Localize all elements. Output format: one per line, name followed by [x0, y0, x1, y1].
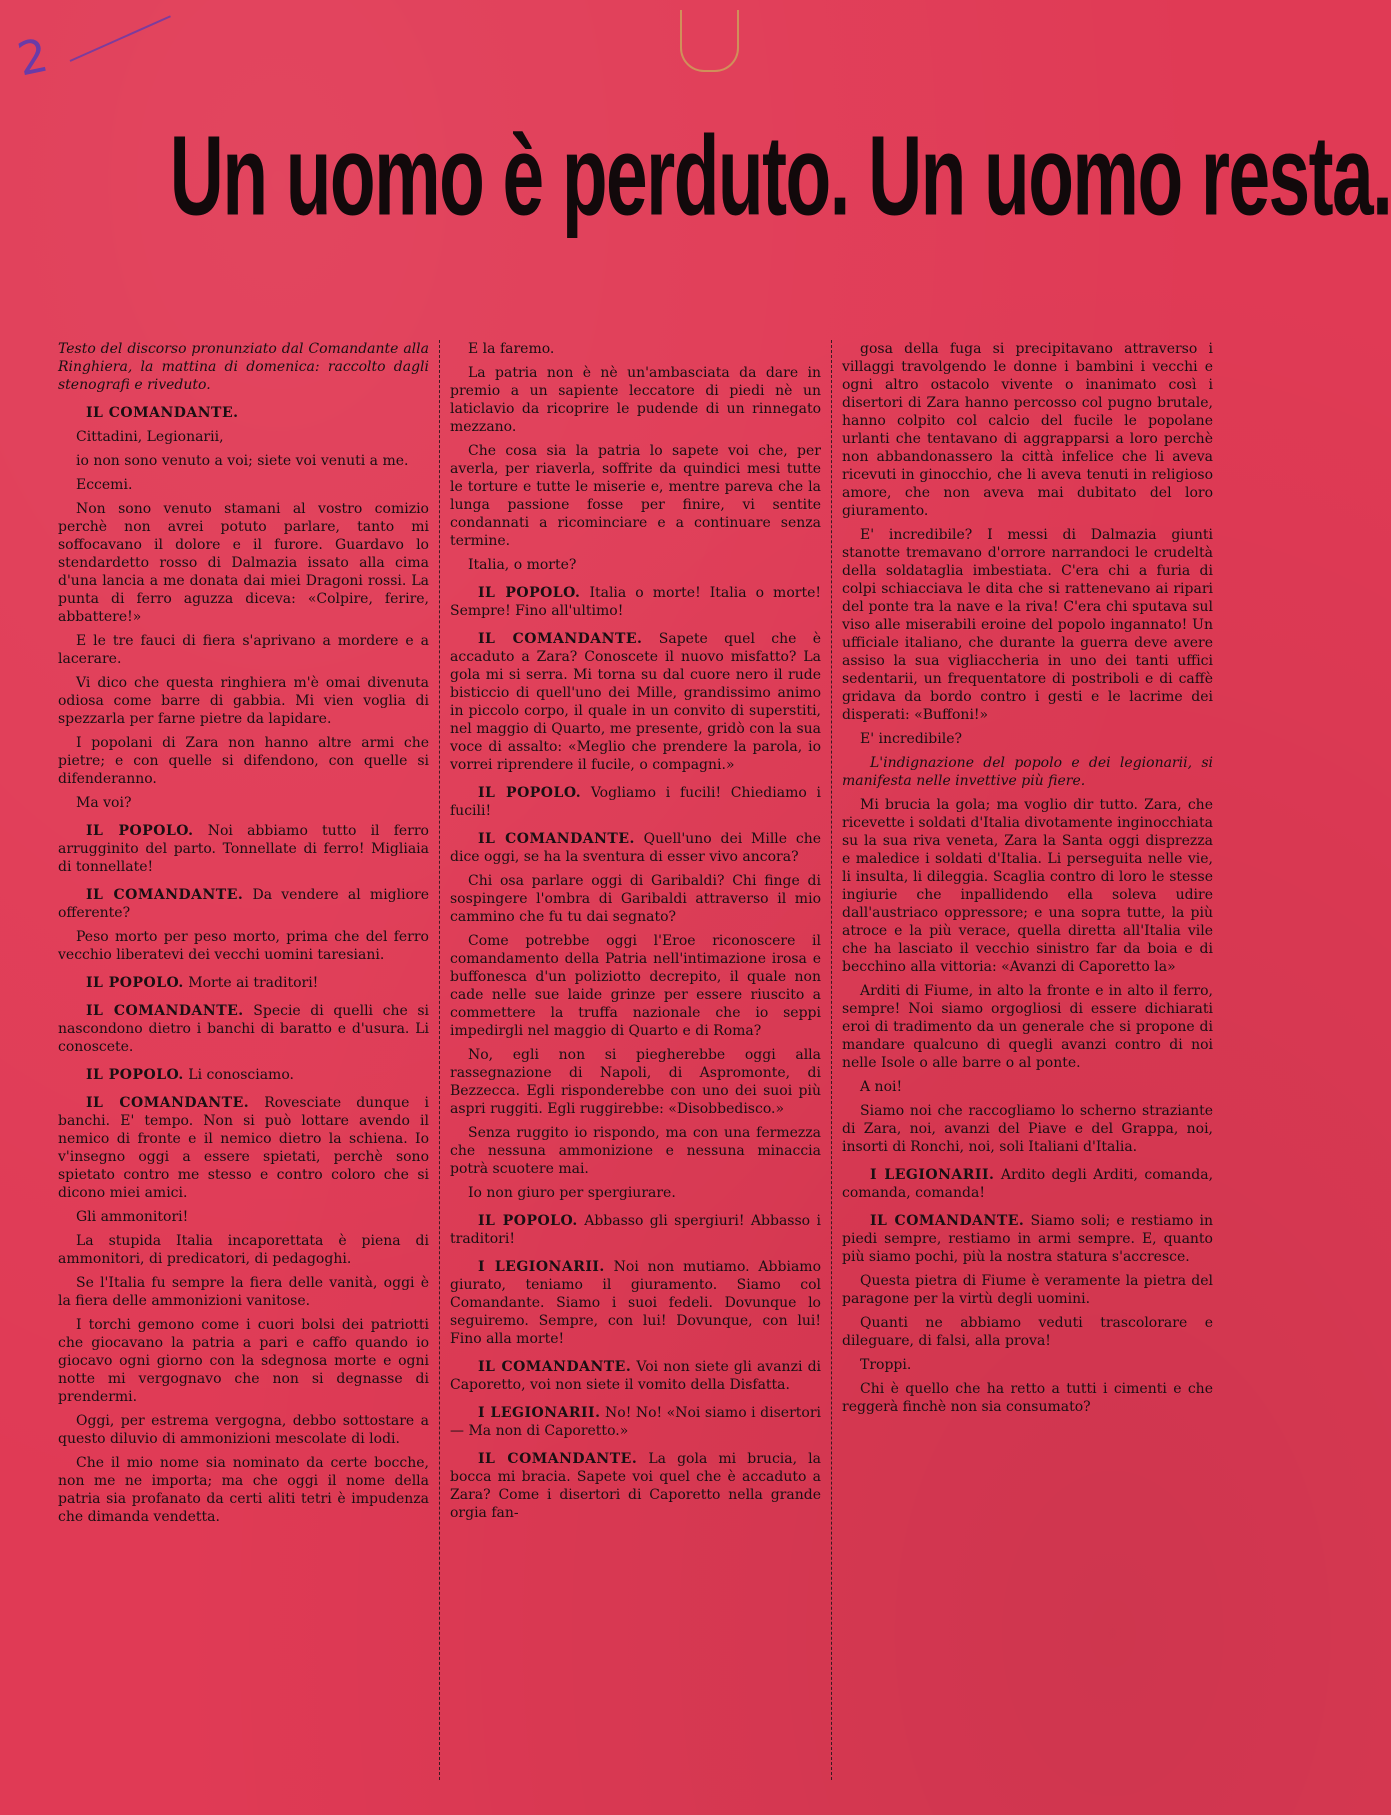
- body-paragraph: [842, 1078, 1213, 1096]
- paragraph-text: Eccemi.: [76, 477, 133, 493]
- speaker-label: IL POPOLO.: [478, 1213, 578, 1229]
- column-1: [48, 340, 439, 1780]
- body-paragraph: [58, 674, 429, 728]
- speaker-label: IL COMANDANTE.: [478, 1451, 638, 1467]
- handwritten-page-number: 2: [12, 27, 53, 87]
- body-paragraph: [58, 500, 429, 626]
- speaker-label: IL COMANDANTE.: [86, 887, 244, 903]
- body-paragraph: [450, 340, 821, 358]
- paragraph-text: Italia, o morte?: [468, 557, 577, 573]
- paragraph-text: Specie di quelli che si nascondono dietro i banchi di baratto e d'usura. Li conoscete.: [58, 1003, 430, 1055]
- speaker-paragraph: [842, 1212, 1213, 1266]
- speaker-label: IL COMANDANTE.: [86, 1003, 244, 1019]
- pen-stroke: [70, 15, 171, 62]
- speaker-paragraph: [450, 630, 821, 774]
- body-paragraph: [450, 556, 821, 574]
- paragraph-text: Che il mio nome sia nominato da certe bocche, non me ne importa; ma che oggi il nome della patria sia profanato da certi aliti tetri è impudenza che dimanda vendetta.: [58, 1455, 429, 1525]
- body-paragraph: [58, 1316, 429, 1406]
- paragraph-text: Senza ruggito io rispondo, ma con una fermezza che nessuna ammonizione e nessuna minaccia potrà scuotere mai.: [450, 1125, 821, 1177]
- speaker-paragraph: [58, 1002, 429, 1056]
- body-paragraph: [450, 1124, 821, 1178]
- speaker-label: I LEGIONARII.: [478, 1259, 605, 1275]
- paragraph-text: Ardito degli Arditi, comanda, comanda, comanda!: [842, 1167, 1214, 1201]
- body-paragraph: [450, 364, 821, 436]
- paragraph-text: I torchi gemono come i cuori bolsi dei patriotti che giocavano la patria a pari e caffo quando io giocavo ogni giorno con la sdegnosa morte e ogni notte mi vergognavo che non si degnasse di prendermi.: [58, 1317, 429, 1405]
- body-paragraph: [58, 1454, 429, 1526]
- paragraph-text: Ma voi?: [76, 795, 132, 811]
- paragraph-text: Come potrebbe oggi l'Eroe riconoscere il comandamento della Patria nell'intimazione irosa e buffonesca d'un poliziotto decrepito, il quale non cade nelle sue laide grinze per essere riuscito a commettere la truffa nazionale che io seppi impedirgli nel maggio di Quarto e di Roma?: [450, 933, 821, 1039]
- paragraph-text: Abbasso gli spergiuri! Abbasso i traditori!: [450, 1213, 821, 1247]
- paragraph-text: La gola mi brucia, la bocca mi bracia. Sapete voi quel che è accaduto a Zara? Come i disertori di Caporetto nella grande orgia fan-: [450, 1451, 821, 1521]
- body-paragraph: [450, 1046, 821, 1118]
- paragraph-text: Morte ai traditori!: [188, 975, 319, 991]
- body-paragraph: [58, 1208, 429, 1226]
- speaker-paragraph: [58, 1066, 429, 1084]
- speaker-label: IL POPOLO.: [478, 785, 582, 801]
- paragraph-text: Siamo soli; e restiamo in piedi sempre, restiamo in armi sempre. E, quanto più siamo pochi, più la nostra statura s'accresce.: [842, 1213, 1213, 1265]
- paragraph-text: Che cosa sia la patria lo sapete voi che, per averla, per riaverla, soffrite da quindici mesi tutte le torture e tutte le miserie e, mentre pareva che la lunga passione fosse per finire, vi sentite condannati a ricominciare e a continuare senza termine.: [450, 443, 821, 549]
- speaker-label: IL COMANDANTE.: [870, 1213, 1025, 1229]
- speaker-paragraph: [58, 404, 429, 422]
- paragraph-text: E le tre fauci di fiera s'aprivano a mordere e a lacerare.: [58, 633, 429, 667]
- intro-paragraph: [58, 340, 429, 394]
- body-paragraph: [58, 476, 429, 494]
- body-paragraph: [842, 1272, 1213, 1308]
- body-paragraph: [842, 340, 1213, 520]
- body-paragraph: [842, 982, 1213, 1072]
- paragraph-text: Italia o morte! Italia o morte! Sempre! Fino all'ultimo!: [450, 585, 821, 619]
- paragraph-text: gosa della fuga si precipitavano attraverso i villaggi travolgendo le donne i bambini i vecchi e ogni altro ostacolo vivente o inanimato così i disertori di Zara hanno percosso col pugno brutale, hanno colpito col calcio del fucile le popolane urlanti che tentavano di aggrapparsi a loro perchè non abbandonassero la città infelice che li aveva ricevuti in ginocchio, che li aveva tenuti in religioso amore, che non aveva mai dubitato del loro giuramento.: [842, 341, 1213, 519]
- paragraph-text: L'indignazione del popolo e dei legionarii, si manifesta nelle invettive più fiere.: [842, 755, 1213, 789]
- body-paragraph: [58, 428, 429, 446]
- headline: Un uomo è perduto. Un uomo resta.: [169, 112, 1391, 240]
- article-columns: [48, 340, 1223, 1780]
- paragraph-text: Sapete quel che è accaduto a Zara? Conoscete il nuovo misfatto? La gola mi si serra. Mi torna su dal cuore nero il rude bisticcio di quell'uno dei Mille, grandissimo animo in piccolo corpo, il quale in un convito di superstiti, nel maggio di Quarto, me presente, gridò con la sua voce di assalto: «Meglio che prendere la parola, io vorrei riprendere il fucile, o compagni.»: [450, 631, 821, 773]
- speaker-paragraph: [450, 830, 821, 866]
- speaker-paragraph: [450, 1404, 821, 1440]
- paragraph-text: Quell'uno dei Mille che dice oggi, se ha la sventura di esser vivo ancora?: [450, 831, 821, 865]
- paragraph-text: Li conosciamo.: [188, 1067, 294, 1083]
- body-paragraph: [450, 1184, 821, 1202]
- paragraph-text: No! No! «Noi siamo i disertori — Ma non di Caporetto.»: [450, 1405, 821, 1439]
- speaker-label: I LEGIONARII.: [870, 1167, 995, 1183]
- pencil-mark: [680, 10, 739, 72]
- body-paragraph: [58, 734, 429, 788]
- paragraph-text: Siamo noi che raccogliamo lo scherno straziante di Zara, noi, avanzi del Piave e del Grappa, noi, insorti di Ronchi, noi, soli Italiani d'Italia.: [842, 1103, 1213, 1155]
- paragraph-text: La patria non è nè un'ambasciata da dare in premio a un sapiente leccatore di piedi nè un laticlavio da ricoprire le pudende di un rinnegato mezzano.: [450, 365, 821, 435]
- paragraph-text: Arditi di Fiume, in alto la fronte e in alto il ferro, sempre! Noi siamo orgogliosi di essere dichiarati eroi di tradimento da un generale che si propone di mandare qualcuno di quegli avanzi contro di noi nelle Isole o alle barre o al ponte.: [842, 983, 1213, 1071]
- body-paragraph: [842, 730, 1213, 748]
- body-paragraph: [58, 452, 429, 470]
- paragraph-text: Noi non mutiamo. Abbiamo giurato, teniamo il giuramento. Siamo col Comandante. Siamo i suoi fedeli. Dovunque lo seguiremo. Sempre, con lui! Dovunque, con lui! Fino alla morte!: [450, 1259, 821, 1347]
- speaker-paragraph: [58, 1094, 429, 1202]
- paragraph-text: Cittadini, Legionarii,: [76, 429, 224, 445]
- speaker-label: IL POPOLO.: [86, 975, 184, 991]
- body-paragraph: [842, 1314, 1213, 1350]
- paragraph-text: A noi!: [860, 1079, 903, 1095]
- paragraph-text: Peso morto per peso morto, prima che del ferro vecchio liberatevi dei vecchi uomini taresiani.: [58, 929, 429, 963]
- paragraph-text: Chi osa parlare oggi di Garibaldi? Chi finge di sospingere l'ombra di Garibaldi attraverso il mio cammino che fu tu dai segnato?: [450, 873, 821, 925]
- body-paragraph: [58, 1274, 429, 1310]
- body-paragraph: [58, 794, 429, 812]
- body-paragraph: [842, 796, 1213, 976]
- paragraph-text: Gli ammonitori!: [76, 1209, 189, 1225]
- column-3: [831, 340, 1223, 1780]
- paragraph-text: Questa pietra di Fiume è veramente la pietra del paragone per la virtù degli uomini.: [842, 1273, 1213, 1307]
- paragraph-text: E' incredibile? I messi di Dalmazia giunti stanotte tremavano d'orrore narrandoci le crudeltà della soldataglia imbestiata. C'era chi a furia di colpi schiacciava le dita che si rattenevano ai ripari del ponte tra la nave e la riva! C'era chi sputava sul viso alle miserabili eroine del popolo ingannato! Un ufficiale italiano, che durante la guerra deve avere assiso la sua vigliaccheria in uno dei tanti uffici sedentarii, un frequentatore di postriboli e di caffè gridava da bordo contro i gesti e le lacrime dei disperati: «Buffoni!»: [842, 527, 1213, 723]
- paragraph-text: Vi dico che questa ringhiera m'è omai divenuta odiosa come barre di gabbia. Mi vien voglia di spezzarla per farne pietre da lapidare.: [58, 675, 429, 727]
- paragraph-text: E la faremo.: [468, 341, 555, 357]
- speaker-paragraph: [450, 1358, 821, 1394]
- column-2: [439, 340, 831, 1780]
- paragraph-text: Da vendere al migliore offerente?: [58, 887, 429, 921]
- body-paragraph: [58, 928, 429, 964]
- speaker-label: IL POPOLO.: [478, 585, 581, 601]
- speaker-label: IL POPOLO.: [86, 823, 194, 839]
- speaker-paragraph: [842, 1166, 1213, 1202]
- paragraph-text: Mi brucia la gola; ma voglio dir tutto. Zara, che ricevette i soldati d'Italia divotamente inginocchiata su la sua riva veneta, Zara la Santa oggi disprezza e maledice i soldati d'Italia. Li perseguita nelle vie, li insulta, li dileggia. Scaglia contro di loro le stesse ingiurie che inpallidendo ella soleva udire dall'austriaco oppressore; e una sopra tutte, la più atroce e la più verace, quella diretta all'Italia vile che ha lasciato il vecchio sinistro far da boia e di becchino alla vittoria: «Avanzi di Caporetto la»: [842, 797, 1213, 975]
- speaker-label: IL POPOLO.: [86, 1067, 184, 1083]
- speaker-label: IL COMANDANTE.: [86, 1095, 250, 1111]
- paragraph-text: Noi abbiamo tutto il ferro arrugginito del parto. Tonnellate di ferro! Migliaia di tonnellate!: [58, 823, 429, 875]
- paragraph-text: No, egli non si piegherebbe oggi alla rassegnazione di Napoli, di Aspromonte, di Bezzecca. Egli risponderebbe con uno dei suoi più aspri ruggiti. Egli ruggirebbe: «Disobbedisco.»: [450, 1047, 821, 1117]
- paragraph-text: Oggi, per estrema vergogna, debbo sottostare a questo diluvio di ammonizioni mescolate di lodi.: [58, 1413, 429, 1447]
- paragraph-text: io non sono venuto a voi; siete voi venuti a me.: [76, 453, 409, 469]
- paragraph-text: Voi non siete gli avanzi di Caporetto, voi non siete il vomito della Disfatta.: [450, 1359, 822, 1393]
- body-paragraph: [842, 1102, 1213, 1156]
- speaker-label: IL COMANDANTE.: [86, 405, 239, 421]
- body-paragraph: [58, 1232, 429, 1268]
- speaker-paragraph: [450, 784, 821, 820]
- paragraph-text: I popolani di Zara non hanno altre armi che pietre; e con quelle si difendono, con quelle si difenderanno.: [58, 735, 429, 787]
- speaker-paragraph: [450, 1212, 821, 1248]
- stage-note: [842, 754, 1213, 790]
- paragraph-text: Vogliamo i fucili! Chiediamo i fucili!: [450, 785, 821, 819]
- body-paragraph: [842, 1380, 1213, 1416]
- speaker-label: IL COMANDANTE.: [478, 631, 643, 647]
- body-paragraph: [842, 526, 1213, 724]
- body-paragraph: [450, 932, 821, 1040]
- paragraph-text: Io non giuro per spergiurare.: [468, 1185, 676, 1201]
- body-paragraph: [450, 442, 821, 550]
- paragraph-text: Quanti ne abbiamo veduti trascolorare e dileguare, di falsi, alla prova!: [842, 1315, 1213, 1349]
- body-paragraph: [842, 1356, 1213, 1374]
- paragraph-text: E' incredibile?: [860, 731, 962, 747]
- speaker-label: IL COMANDANTE.: [478, 831, 635, 847]
- paragraph-text: Troppi.: [860, 1357, 912, 1373]
- speaker-label: IL COMANDANTE.: [478, 1359, 632, 1375]
- speaker-paragraph: [450, 1258, 821, 1348]
- body-paragraph: [58, 632, 429, 668]
- paragraph-text: La stupida Italia incaporettata è piena di ammonitori, di predicatori, di pedagoghi.: [58, 1233, 429, 1267]
- body-paragraph: [58, 1412, 429, 1448]
- speaker-paragraph: [58, 974, 429, 992]
- paragraph-text: Se l'Italia fu sempre la fiera delle vanità, oggi è la fiera delle ammonizioni vanitose.: [58, 1275, 429, 1309]
- body-paragraph: [450, 872, 821, 926]
- speaker-label: I LEGIONARII.: [478, 1405, 601, 1421]
- paragraph-text: Testo del discorso pronunziato dal Comandante alla Ringhiera, la mattina di domenica: raccolto dagli stenografi e riveduto.: [58, 341, 429, 393]
- speaker-paragraph: [58, 822, 429, 876]
- speaker-paragraph: [58, 886, 429, 922]
- paragraph-text: Chi è quello che ha retto a tutti i cimenti e che reggerà finchè non sia consumato?: [842, 1381, 1213, 1415]
- speaker-paragraph: [450, 1450, 821, 1522]
- paragraph-text: Non sono venuto stamani al vostro comizio perchè non avrei potuto parlare, tanto mi soffocavano il dolore e il furore. Guardavo lo stendardetto rosso di Dalmazia issato alla cima d'una lancia a me donata dai miei Dragoni rossi. La punta di ferro aguzza diceva: «Colpire, ferire, abbattere!»: [58, 501, 429, 625]
- speaker-paragraph: [450, 584, 821, 620]
- paragraph-text: Rovesciate dunque i banchi. E' tempo. Non si può lottare avendo il nemico di fronte e il nemico dietro la schiena. Io v'insegno oggi a essere spietati, perchè sono spietato contro me stesso e contro coloro che si dicono miei amici.: [58, 1095, 430, 1201]
